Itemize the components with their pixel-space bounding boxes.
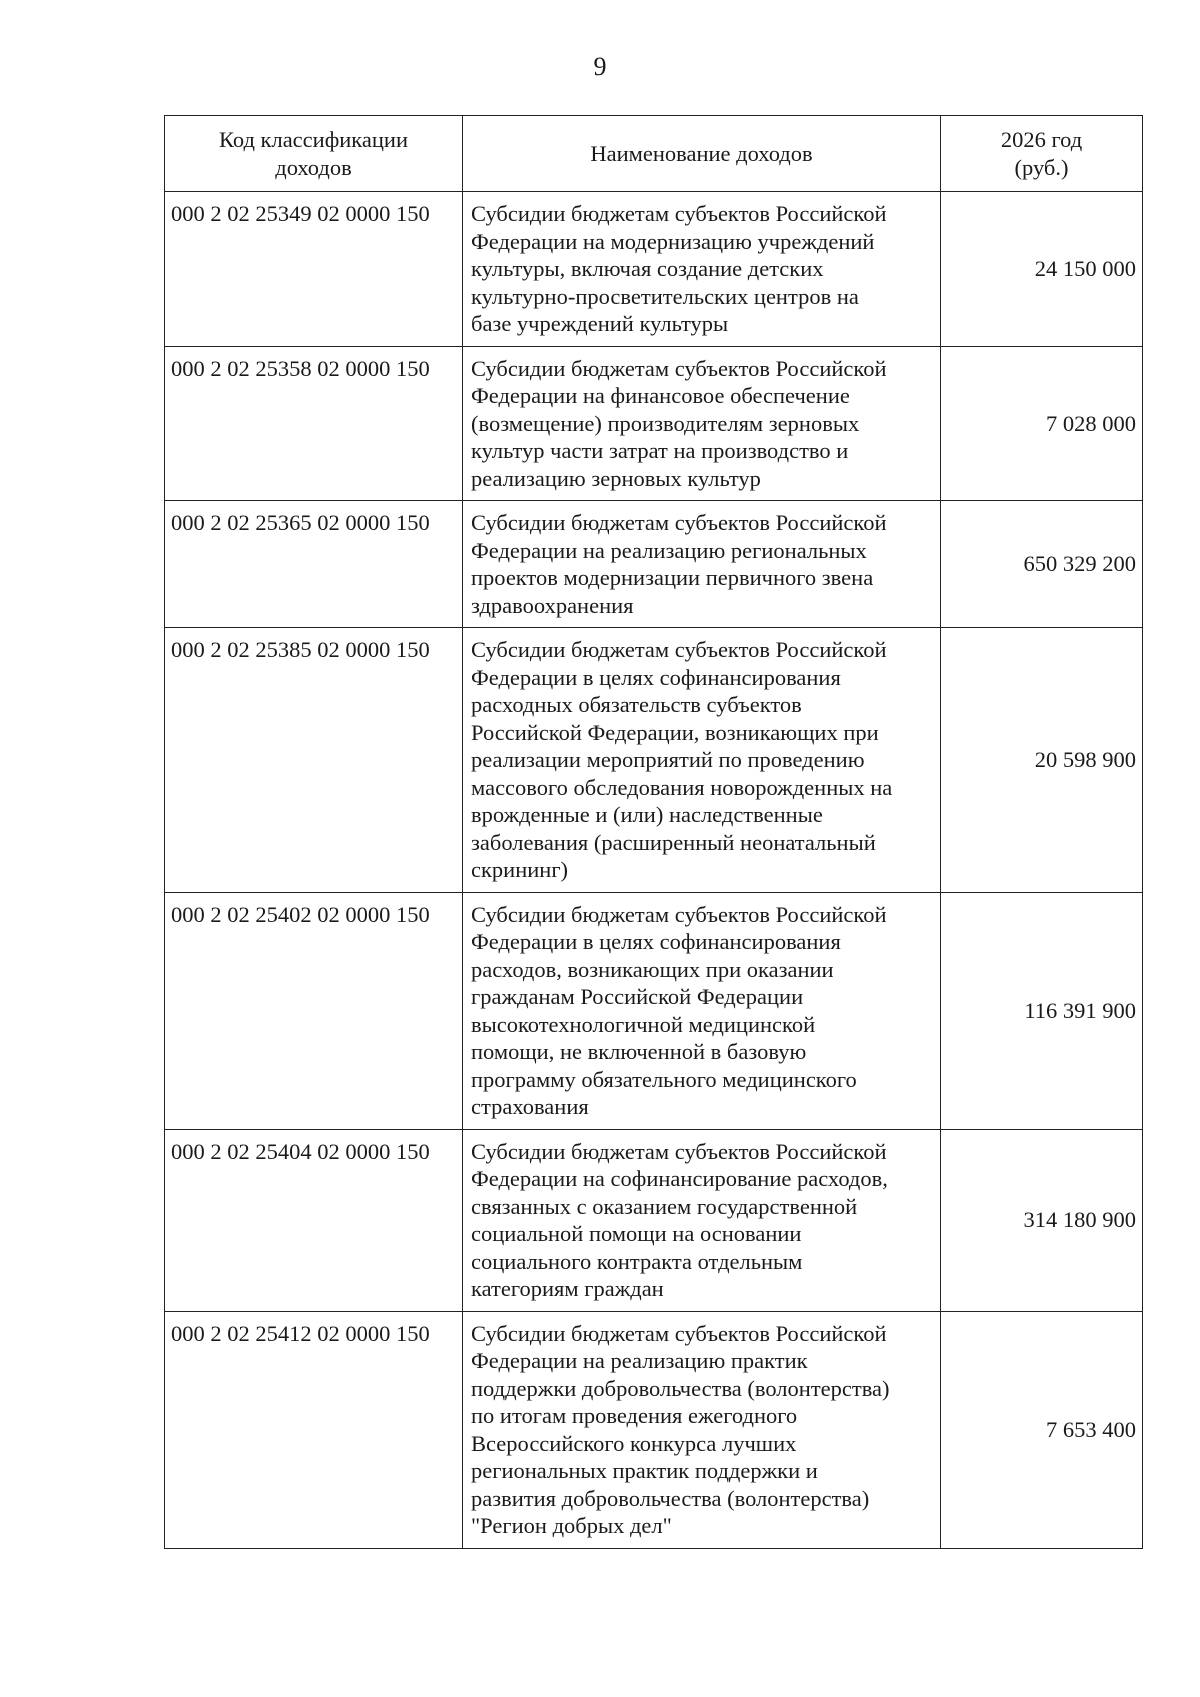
page-number: 9 bbox=[593, 52, 607, 81]
row-code: 000 2 02 25404 02 0000 150 bbox=[165, 1129, 463, 1311]
row-code: 000 2 02 25385 02 0000 150 bbox=[165, 628, 463, 893]
table-row bbox=[165, 892, 1143, 1129]
row-name: Субсидии бюджетам субъектов Российской Федерации на финансовое обеспечение (возмещение) производителям зерновых культур части затрат на производство и реализацию зерновых культур bbox=[463, 346, 941, 501]
row-name: Субсидии бюджетам субъектов Российской Федерации на реализацию региональных проектов модернизации первичного звена здравоохранения bbox=[463, 501, 941, 628]
row-name: Субсидии бюджетам субъектов Российской Федерации на софинансирование расходов, связанных с оказанием государственной социальной помощи на основании социального контракта отдельным категориям граждан bbox=[463, 1129, 941, 1311]
row-code: 000 2 02 25358 02 0000 150 bbox=[165, 346, 463, 501]
income-table bbox=[164, 115, 1143, 1549]
row-code: 000 2 02 25365 02 0000 150 bbox=[165, 501, 463, 628]
row-code: 000 2 02 25349 02 0000 150 bbox=[165, 192, 463, 347]
row-name: Субсидии бюджетам субъектов Российской Федерации в целях софинансирования расходов, возникающих при оказании гражданам Российской Федерации высокотехнологичной медицинской помощи, не включенной в базовую программу обязательного медицинского страхования bbox=[463, 892, 941, 1129]
header-amount: 2026 год (руб.) bbox=[941, 116, 1143, 192]
row-amount: 650 329 200 bbox=[941, 501, 1143, 628]
table-row bbox=[165, 1129, 1143, 1311]
row-name: Субсидии бюджетам субъектов Российской Федерации на модернизацию учреждений культуры, включая создание детских культурно-просветительских центров на базе учреждений культуры bbox=[463, 192, 941, 347]
table-row bbox=[165, 628, 1143, 893]
table-row bbox=[165, 346, 1143, 501]
row-name: Субсидии бюджетам субъектов Российской Федерации в целях софинансирования расходных обязательств субъектов Российской Федерации, возникающих при реализации мероприятий по проведению массового обследования новорожденных на врожденные и (или) наследственные заболевания (расширенный неонатальный скрининг) bbox=[463, 628, 941, 893]
row-amount: 24 150 000 bbox=[941, 192, 1143, 347]
row-amount: 7 028 000 bbox=[941, 346, 1143, 501]
row-amount: 116 391 900 bbox=[941, 892, 1143, 1129]
row-name: Субсидии бюджетам субъектов Российской Федерации на реализацию практик поддержки добровольчества (волонтерства) по итогам проведения ежегодного Всероссийского конкурса лучших региональных практик поддержки и развития добровольчества (волонтерства) "Регион добрых дел" bbox=[463, 1311, 941, 1548]
table-header-row bbox=[165, 116, 1143, 192]
header-code: Код классификации доходов bbox=[165, 116, 463, 192]
table-row bbox=[165, 192, 1143, 347]
row-code: 000 2 02 25402 02 0000 150 bbox=[165, 892, 463, 1129]
table-row bbox=[165, 1311, 1143, 1548]
table-row bbox=[165, 501, 1143, 628]
row-code: 000 2 02 25412 02 0000 150 bbox=[165, 1311, 463, 1548]
row-amount: 7 653 400 bbox=[941, 1311, 1143, 1548]
row-amount: 20 598 900 bbox=[941, 628, 1143, 893]
row-amount: 314 180 900 bbox=[941, 1129, 1143, 1311]
header-name: Наименование доходов bbox=[463, 116, 941, 192]
